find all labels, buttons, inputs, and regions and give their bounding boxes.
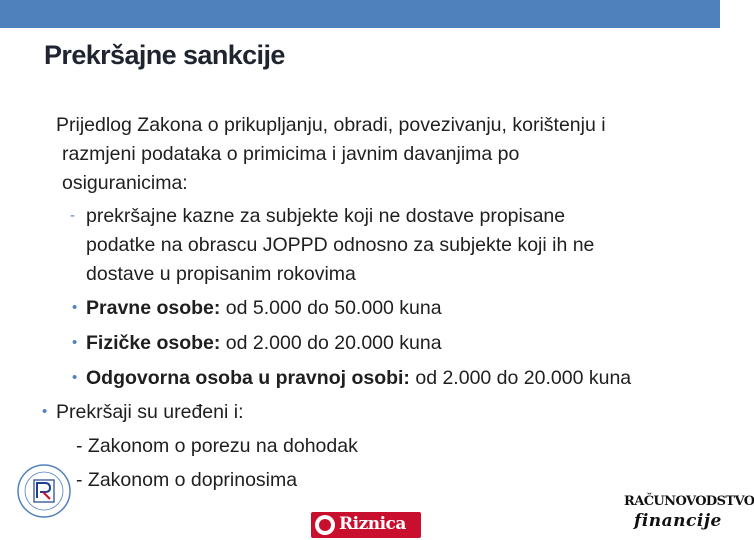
penalty-label: Fizičke osobe: — [86, 332, 221, 354]
penalty-label: Pravne osobe: — [86, 297, 221, 319]
association-seal-logo — [16, 463, 72, 519]
riznica-seal-icon — [315, 515, 335, 535]
dash-bullet-marker: - — [70, 207, 75, 224]
law-item-income-tax: - Zakonom o porezu na dohodak — [76, 435, 358, 457]
bullet-marker: • — [72, 369, 78, 386]
rf-logo-bottom-text: financije — [634, 511, 722, 531]
intro-line-2: razmjeni podataka o primicima i javnim davanjima po — [62, 143, 520, 165]
dash-item-line-2: podatke na obrascu JOPPD odnosno za subjekte koji ih ne — [86, 234, 595, 256]
slide-title: Prekršajne sankcije — [44, 40, 285, 70]
penalty-item-responsible-person — [72, 367, 631, 390]
riznica-logo — [311, 512, 421, 538]
dash-item-text-1: prekršajne kazne za subjekte koji ne dostave propisane — [86, 205, 566, 227]
law-item-contributions: - Zakonom o doprinosima — [76, 469, 298, 491]
riznica-logo-text: Riznica — [339, 514, 406, 534]
bullet-marker: • — [72, 299, 78, 316]
dash-item-line-1 — [70, 205, 565, 228]
regulated-heading-text: Prekršaji su uređeni i: — [56, 401, 244, 423]
bullet-marker: • — [72, 334, 78, 351]
penalty-amount: od 5.000 do 50.000 kuna — [220, 297, 442, 319]
dash-item-line-3: dostave u propisanim rokovima — [86, 263, 356, 285]
penalty-item-legal-persons — [72, 297, 442, 320]
penalty-amount: od 2.000 do 20.000 kuna — [409, 367, 632, 389]
bullet-marker: • — [42, 403, 48, 420]
regulated-heading — [42, 401, 244, 424]
intro-line-1: Prijedlog Zakona o prikupljanju, obradi, povezivanju, korištenju i — [56, 114, 606, 136]
rf-logo-top-text: RAČUNOVODSTVO — [624, 494, 754, 509]
penalty-label: Odgovorna osoba u pravnoj osobi: — [86, 367, 410, 389]
racunovodstvo-financije-logo — [624, 494, 754, 540]
penalty-item-natural-persons — [72, 332, 442, 355]
intro-line-3: osiguranicima: — [62, 172, 188, 194]
penalty-amount: od 2.000 do 20.000 kuna — [220, 332, 442, 354]
